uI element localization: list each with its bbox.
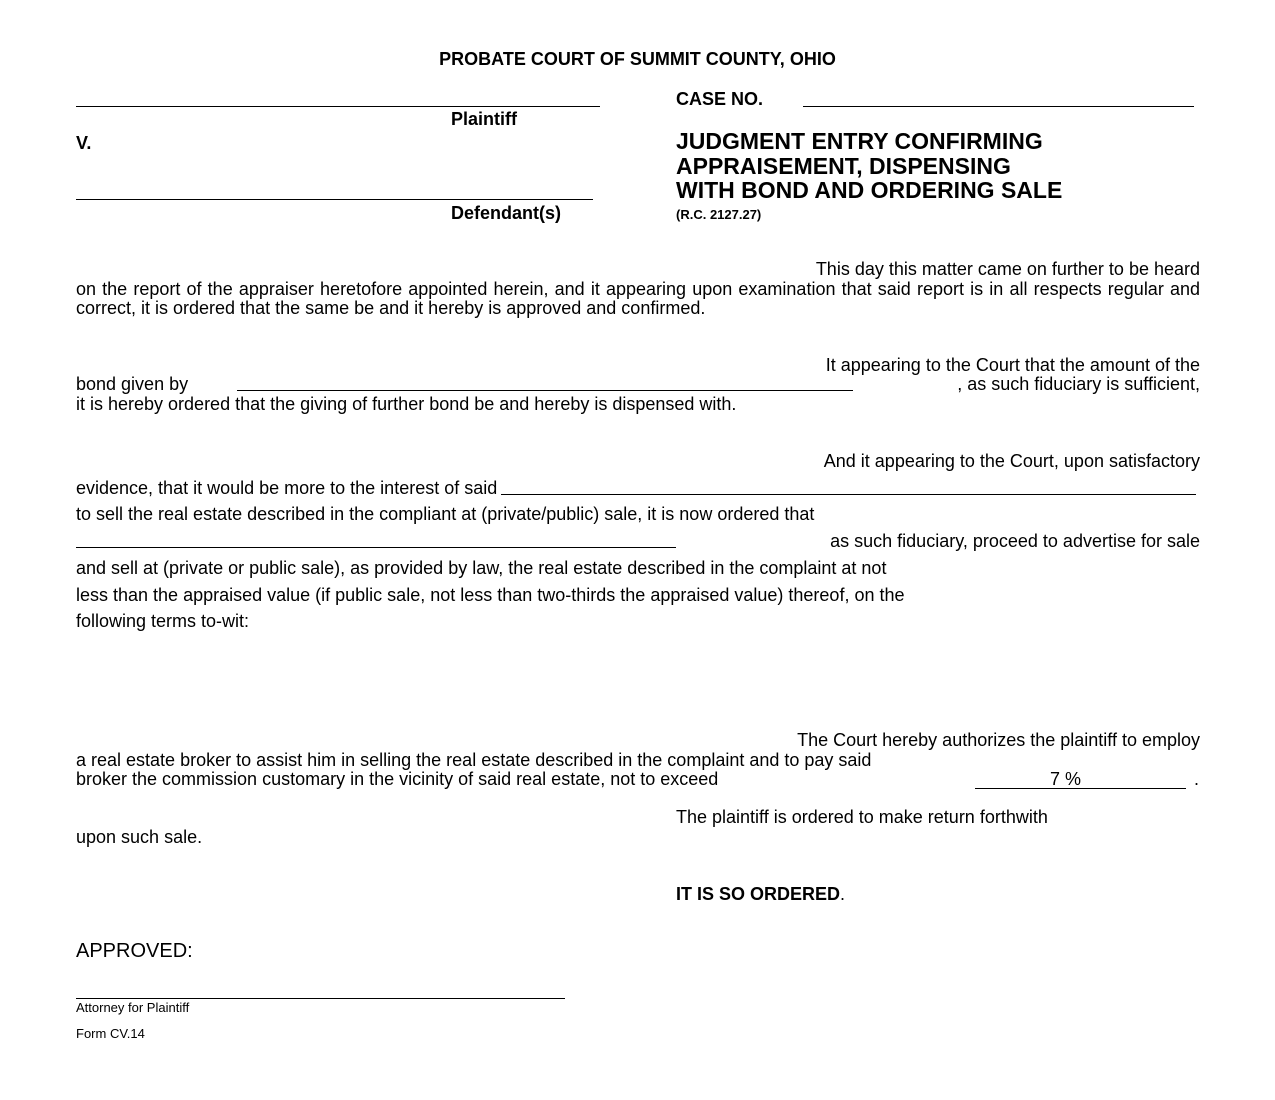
p3-line-4: and sell at (private or public sale), as provided by law, the real estate described in the complaint at not xyxy=(76,558,887,578)
commission-percent-value: 7 % xyxy=(1049,769,1082,789)
attorney-label: Attorney for Plaintiff xyxy=(76,1000,190,1015)
p3-evidence-row xyxy=(76,476,1200,500)
fiduciary-name-line[interactable] xyxy=(76,529,676,548)
document-title xyxy=(676,129,1062,203)
so-ordered-text: IT IS SO ORDERED xyxy=(676,884,841,904)
estate-party-line[interactable] xyxy=(501,476,1196,495)
title-line-3: WITH BOND AND ORDERING SALE xyxy=(676,177,1063,203)
p3-line-5: less than the appraised value (if public sale, not less than two-thirds the appraised value) thereof, on the xyxy=(76,585,905,605)
case-no-label: CASE NO. xyxy=(676,89,764,109)
title-line-2: APPRAISEMENT, DISPENSING xyxy=(676,152,1011,179)
commission-percent-field[interactable] xyxy=(975,770,1186,789)
court-title: PROBATE COURT OF SUMMIT COUNTY, OHIO xyxy=(439,49,836,69)
p2-first-line: It appearing to the Court that the amount of the xyxy=(825,355,1200,375)
bond-giver-line[interactable] xyxy=(237,390,853,391)
p1-first-line: This day this matter came on further to be heard xyxy=(815,259,1200,279)
plaintiff-name-line[interactable] xyxy=(76,106,600,107)
so-ordered xyxy=(676,885,845,905)
p3-fiduciary-row xyxy=(76,529,1200,553)
attorney-signature-line[interactable] xyxy=(76,998,565,999)
p2-bond-prefix: bond given by xyxy=(76,374,189,394)
plaintiff-label: Plaintiff xyxy=(451,109,517,129)
versus-label: V. xyxy=(76,133,92,153)
case-no-line[interactable] xyxy=(803,106,1194,107)
statute-reference: (R.C. 2127.27) xyxy=(676,207,762,222)
so-ordered-period: . xyxy=(840,884,846,904)
p3-fiduciary-text: as such fiduciary, proceed to advertise for sale xyxy=(830,531,1200,551)
p3-first-line: And it appearing to the Court, upon satisfactory xyxy=(823,451,1200,471)
p1-body: on the report of the appraiser heretofore appointed herein, and it appearing upon examination that said report is in all respects regular and correct, it is ordered that the same be and it hereby is approved and confirmed. xyxy=(76,278,1200,318)
p2-bond-suffix: , as such fiduciary is sufficient, xyxy=(957,374,1200,394)
p4-first-line: The Court hereby authorizes the plaintiff to employ xyxy=(797,730,1200,750)
approved-label: APPROVED: xyxy=(76,940,193,962)
defendant-name-line[interactable] xyxy=(76,199,593,200)
p5-body: upon such sale. xyxy=(76,826,203,847)
form-id: Form CV.14 xyxy=(76,1026,145,1041)
p4-end-period: . xyxy=(1194,769,1200,789)
p3-sell-line: to sell the real estate described in the compliant at (private/public) sale, it is now ordered that xyxy=(76,504,815,524)
p2-body: it is hereby ordered that the giving of further bond be and hereby is dispensed with. xyxy=(76,393,737,414)
defendant-label: Defendant(s) xyxy=(451,203,562,223)
p4-line-2: a real estate broker to assist him in selling the real estate described in the complaint and to pay said xyxy=(76,749,872,770)
p3-evidence-text: evidence, that it would be more to the interest of said xyxy=(76,478,498,498)
p3-line-6: following terms to-wit: xyxy=(76,611,250,631)
title-line-1: JUDGMENT ENTRY CONFIRMING xyxy=(676,128,1043,154)
p4-line-3: broker the commission customary in the vicinity of said real estate, not to exceed xyxy=(76,769,719,789)
p5-first-line: The plaintiff is ordered to make return forthwith xyxy=(676,807,1048,827)
